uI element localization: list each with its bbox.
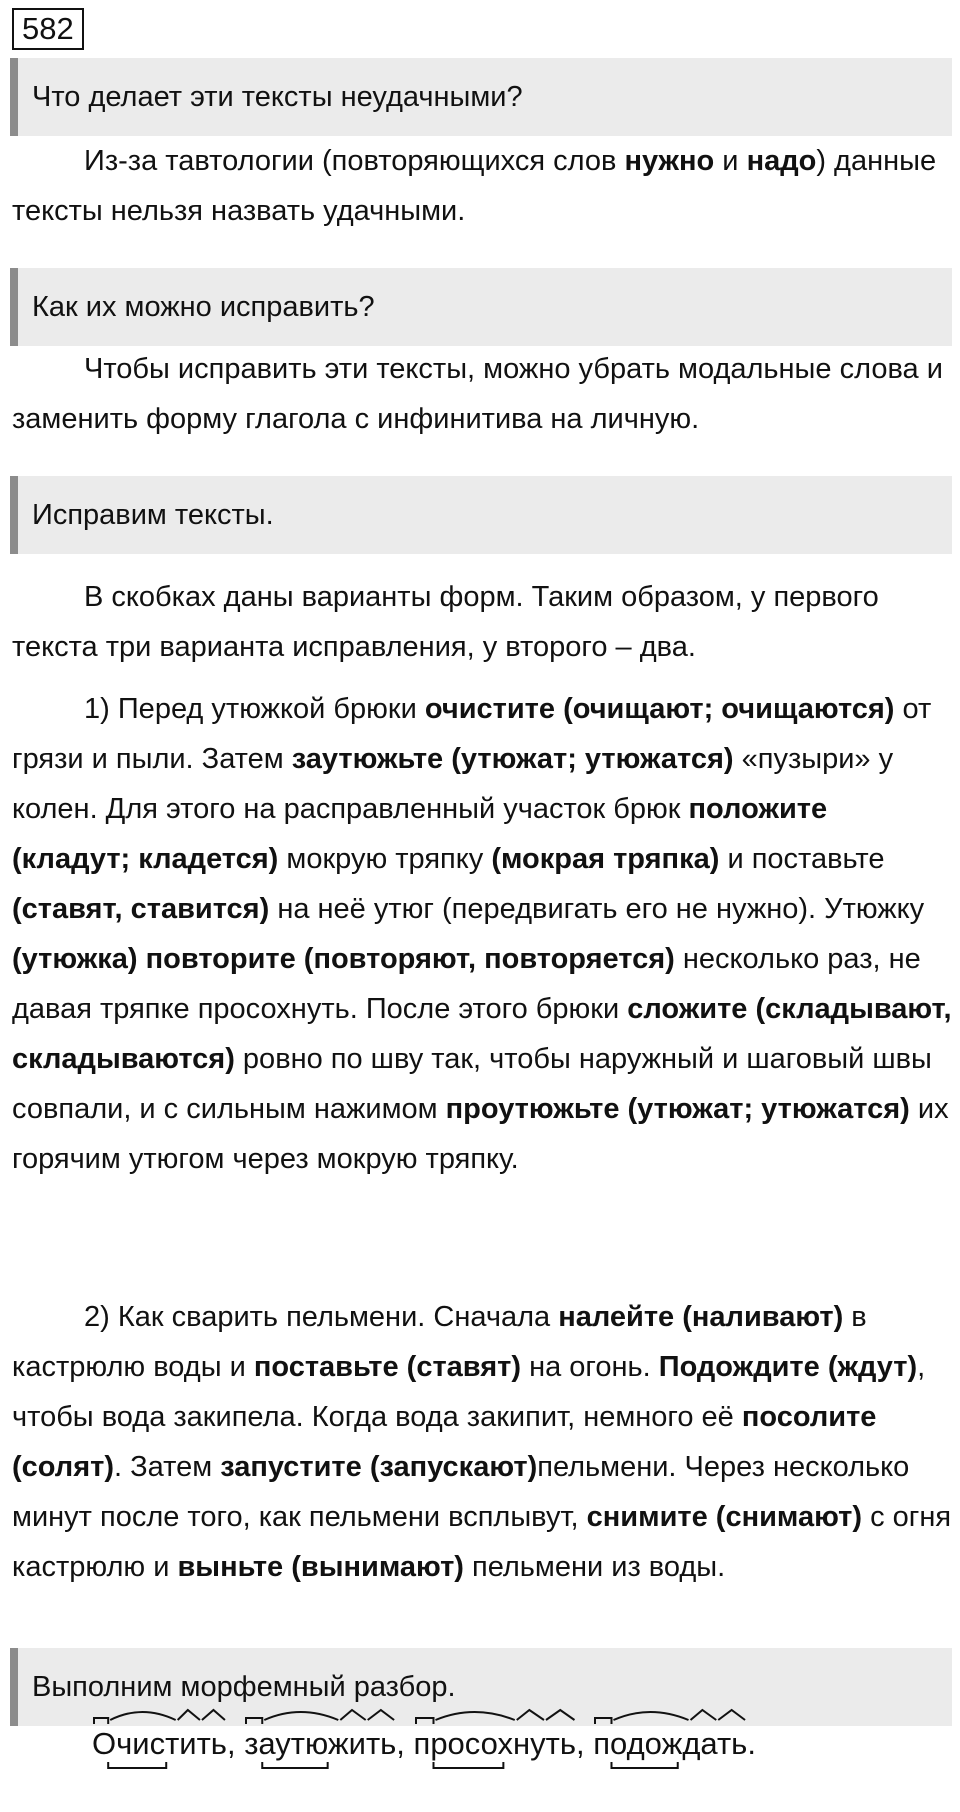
bold-fragment: сложите (складывают, складываются) [12, 993, 952, 1075]
morph-word-text: Очистить [92, 1726, 227, 1761]
bold-fragment: надо [746, 145, 817, 177]
bold-fragment: поставьте (ставят) [253, 1351, 522, 1383]
text-fragment: пельмени. Через несколько минут после того, как пельмени всплывут, [12, 1451, 910, 1533]
morph-word-text: заутюжить [244, 1726, 397, 1761]
bold-fragment: очистите (очищают; очищаются) [424, 693, 895, 725]
task-number: 582 [12, 8, 84, 50]
morph-word [414, 1724, 576, 1764]
text-fragment: на огонь. [521, 1351, 659, 1383]
bold-fragment: положите (кладут; кладется) [12, 793, 828, 875]
answer-text-2 [12, 1292, 952, 1592]
morph-separator: , [576, 1726, 594, 1761]
morpheme-analysis [92, 1724, 756, 1764]
morph-separator: . [747, 1726, 756, 1761]
question-3: Исправим тексты. [10, 476, 952, 554]
bold-fragment: заутюжьте (утюжат; утюжатся) [291, 743, 734, 775]
question-2: Как их можно исправить? [10, 268, 952, 346]
morph-word [593, 1724, 747, 1764]
text-fragment: несколько раз, не давая тряпке просохнуть. После этого брюки [12, 943, 921, 1025]
bold-fragment: (мокрая тряпка) [491, 843, 720, 875]
morph-word-text: подождать [593, 1726, 748, 1761]
question-4: Выполним морфемный разбор. [10, 1648, 952, 1726]
bold-fragment: Подождите (ждут) [658, 1351, 918, 1383]
text-fragment: на неё утюг (передвигать его не нужно). Утюжку [269, 893, 925, 925]
text-fragment: 2) Как сварить пельмени. Сначала [84, 1301, 559, 1333]
bold-fragment: выньте (вынимают) [177, 1551, 464, 1583]
text-fragment: в кастрюлю воды и [12, 1301, 867, 1383]
text-fragment: . Затем [113, 1451, 221, 1483]
text-fragment: их горячим утюгом через мокрую тряпку. [12, 1093, 949, 1175]
bold-fragment: снимите (снимают) [586, 1501, 863, 1533]
morph-word-text: просохнуть [413, 1726, 577, 1761]
answer-text-1 [12, 684, 952, 1184]
bold-fragment: (ставят, ставится) [12, 893, 270, 925]
text-fragment: ровно по шву так, чтобы наружный и шаговый швы совпали, и с сильным нажимом [12, 1043, 932, 1125]
morpheme-marks-icon [593, 1704, 747, 1774]
text-fragment: «пузыри» у колен. Для этого на расправленный участок брюк [12, 743, 894, 825]
text-fragment: 1) Перед утюжкой брюки [84, 693, 425, 725]
text-fragment: В скобках даны варианты форм. Таким образом, у первого текста три варианта исправления, у второго – два. [12, 581, 879, 663]
text-fragment: ) данные тексты нельзя назвать удачными. [12, 145, 937, 227]
bold-fragment: проутюжьте (утюжат; утюжатся) [445, 1093, 910, 1125]
text-fragment: и [714, 145, 747, 177]
morpheme-marks-icon [92, 1704, 227, 1774]
morpheme-marks-icon [244, 1704, 396, 1774]
text-fragment: , чтобы вода закипела. Когда вода закипит, немного её [12, 1351, 926, 1433]
text-fragment: и поставьте [719, 843, 885, 875]
bold-fragment: (утюжка) повторите (повторяют, повторяется) [12, 943, 675, 975]
text-fragment: Чтобы исправить эти тексты, можно убрать модальные слова и заменить форму глагола с инфинитива на личную. [12, 353, 943, 435]
morph-word [92, 1724, 227, 1764]
morpheme-marks-icon [414, 1704, 576, 1774]
text-fragment: пельмени из воды. [463, 1551, 726, 1583]
text-fragment: мокрую тряпку [278, 843, 492, 875]
text-fragment: Из-за тавтологии (повторяющихся слов [84, 145, 625, 177]
bold-fragment: запустите (запускают) [220, 1451, 538, 1483]
answer-1 [12, 136, 952, 236]
morph-separator: , [396, 1726, 414, 1761]
bold-fragment: нужно [624, 145, 715, 177]
bold-fragment: посолите (солят) [12, 1401, 877, 1483]
morph-word [244, 1724, 396, 1764]
answer-2 [12, 344, 952, 444]
morph-separator: , [226, 1726, 245, 1761]
question-1: Что делает эти тексты неудачными? [10, 58, 952, 136]
bold-fragment: налейте (наливают) [558, 1301, 844, 1333]
answer-3 [12, 572, 952, 672]
text-fragment: с огня кастрюлю и [12, 1501, 952, 1583]
text-fragment: от грязи и пыли. Затем [12, 693, 932, 775]
